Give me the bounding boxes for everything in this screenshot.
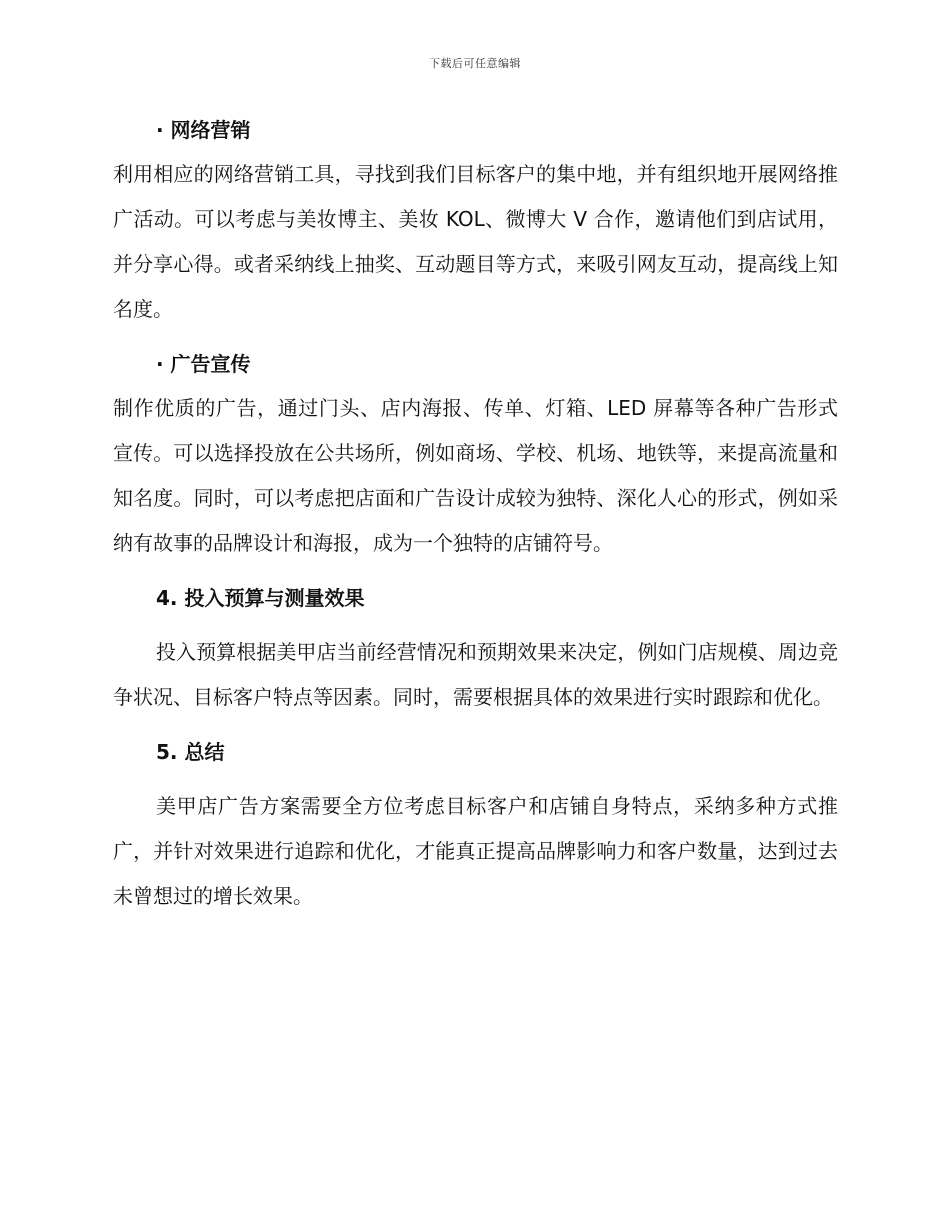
section-heading-summary: 5. 总结	[156, 740, 225, 764]
page-header: 下载后可任意编辑	[429, 57, 521, 70]
section-heading-advertising: · 广告宣传	[156, 352, 251, 376]
document-body	[113, 108, 838, 919]
section-heading-budget: 4. 投入预算与测量效果	[156, 586, 365, 610]
section-body-summary: 美甲店广告方案需要全方位考虑目标客户和店铺自身特点，采纳多种方式推广，并针对效果进行追踪和优化，才能真正提高品牌影响力和客户数量，达到过去未曾想过的增长效果。	[113, 794, 838, 908]
section-body-budget: 投入预算根据美甲店当前经营情况和预期效果来决定，例如门店规模、周边竞争状况、目标客户特点等因素。同时，需要根据具体的效果进行实时跟踪和优化。	[113, 640, 838, 709]
section-body-online-marketing: 利用相应的网络营销工具，寻找到我们目标客户的集中地，并有组织地开展网络推广活动。可以考虑与美妆博主、美妆 KOL、微博大 V 合作，邀请他们到店试用，并分享心得。或者采纳线上抽奖、互动题目等方式，来吸引网友互动，提高线上知名度。	[113, 162, 838, 321]
section-heading-online-marketing: · 网络营销	[156, 118, 251, 142]
section-body-advertising: 制作优质的广告，通过门头、店内海报、传单、灯箱、LED 屏幕等各种广告形式宣传。可以选择投放在公共场所，例如商场、学校、机场、地铁等，来提高流量和知名度。同时，可以考虑把店面和广告设计成较为独特、深化人心的形式，例如采纳有故事的品牌设计和海报，成为一个独特的店铺符号。	[113, 396, 838, 555]
